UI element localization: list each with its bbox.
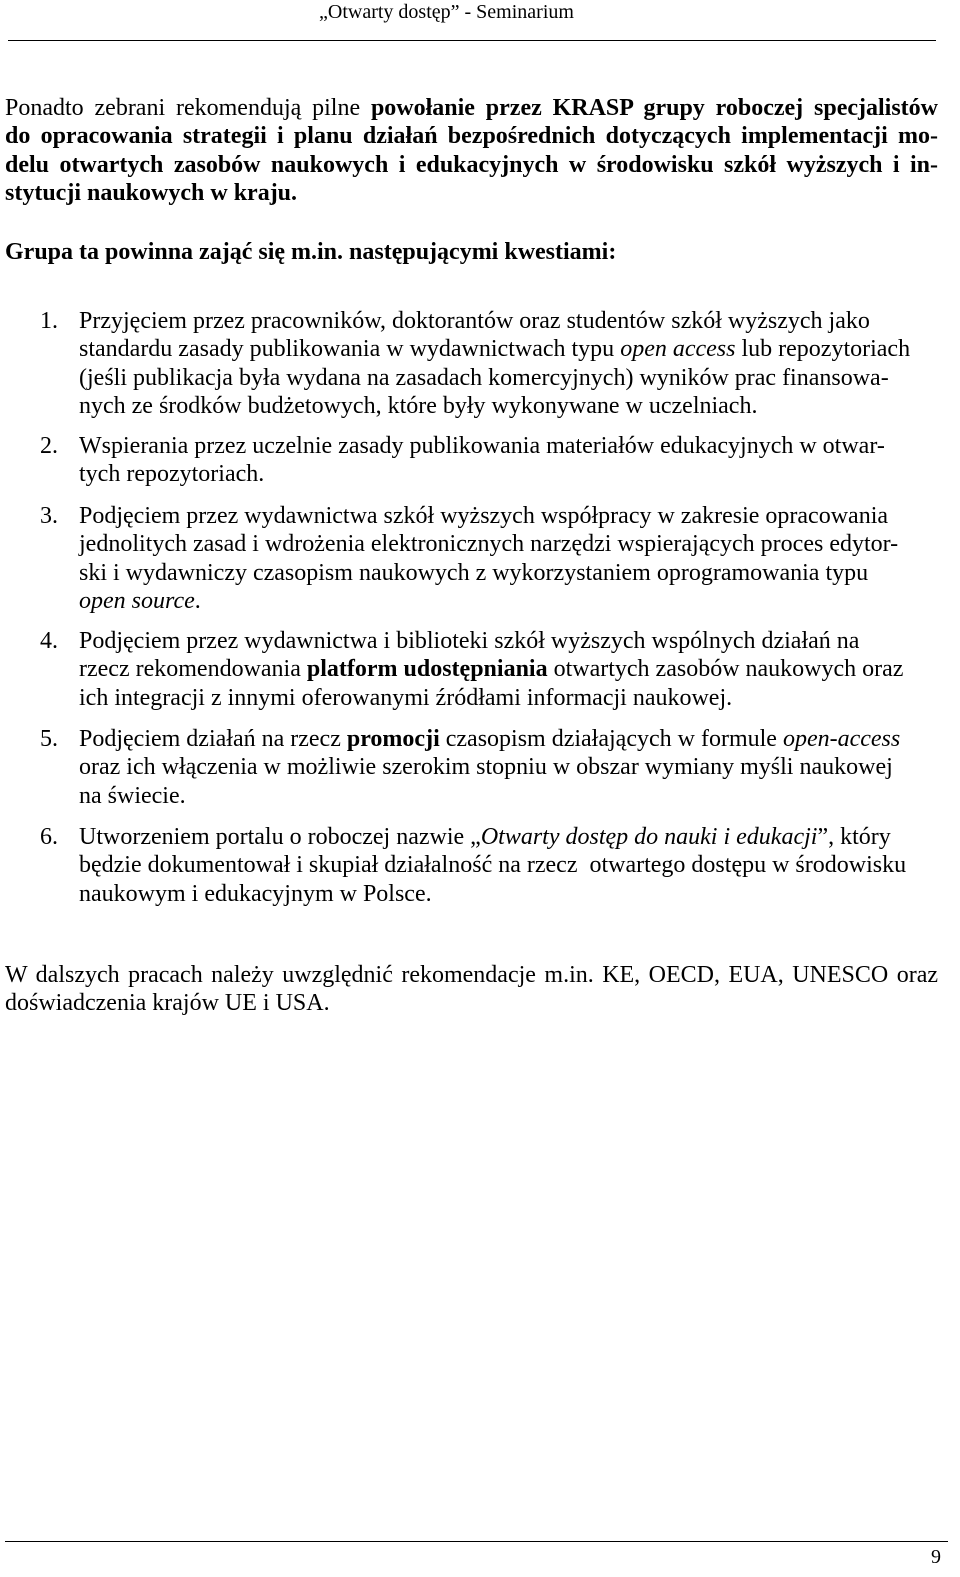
- list-text: na świecie.: [79, 782, 186, 809]
- intro-paragraph: [5, 94, 938, 208]
- list-text: Podjęciem przez wydawnictwa szkół wyższych współpracy w zakresie opracowania: [79, 503, 889, 529]
- list-text: tych repozytoriach.: [79, 461, 265, 488]
- list-item-line: [79, 880, 940, 908]
- list-number: 2.: [40, 433, 58, 459]
- list-item-body: [79, 823, 940, 908]
- list-text: rzecz rekomendowania: [79, 656, 307, 683]
- closing-line-2: [5, 989, 938, 1017]
- list-text: Podjęciem działań na rzecz: [79, 726, 347, 752]
- intro-bold-text: stytucji naukowych w kraju.: [5, 180, 298, 207]
- list-number: 6.: [40, 824, 58, 850]
- list-item-line: [79, 655, 940, 683]
- list-item-line: [79, 753, 940, 781]
- list-item-line: [79, 782, 940, 810]
- closing-text: doświadczenia krajów UE i USA.: [5, 990, 330, 1017]
- running-header: „Otwarty dostęp” - Seminarium: [319, 1, 574, 23]
- list-item-line: [79, 364, 940, 392]
- intro-line-4: [5, 179, 938, 207]
- intro-line-3: [5, 151, 938, 179]
- list-text: Wspierania przez uczelnie zasady publikowania materiałów edukacyjnych w otwar-: [79, 433, 885, 459]
- list-item-line: [79, 587, 940, 615]
- intro-bold-text: do opracowania strategii i planu działań bezpośrednich dotyczących implementacji mo-: [5, 123, 938, 150]
- list-bold-text: platform udostępniania: [306, 656, 548, 683]
- list-item-line: [79, 559, 940, 587]
- intro-line-1: [5, 94, 938, 122]
- list-item-line: [79, 432, 940, 460]
- list-text: naukowym i edukacyjnym w Polsce.: [79, 880, 432, 907]
- list-item-6: [40, 823, 940, 908]
- footer-rule: [5, 1541, 948, 1542]
- list-text: ”, który: [817, 824, 891, 850]
- list-text: .: [194, 588, 201, 615]
- list-heading-text: Grupa ta powinna zająć się m.in. następującymi kwestiami:: [5, 239, 617, 265]
- list-item-body: [79, 432, 940, 489]
- list-item-line: [79, 823, 940, 851]
- list-item-5: [40, 725, 940, 810]
- closing-paragraph: [5, 961, 938, 1018]
- list-bold-text: promocji: [346, 726, 440, 752]
- list-item-body: [79, 307, 940, 421]
- list-item-line: [79, 460, 940, 488]
- list-text: Utworzeniem portalu o roboczej nazwie „: [79, 824, 481, 850]
- list-item-line: [79, 725, 940, 753]
- intro-text: Ponadto zebrani rekomendują pilne: [5, 95, 371, 121]
- list-text: Przyjęciem przez pracowników, doktorantów oraz studentów szkół wyższych jako: [79, 308, 870, 334]
- list-heading: [5, 238, 616, 266]
- list-item-2: [40, 432, 940, 489]
- list-item-1: [40, 307, 940, 421]
- list-number: 3.: [40, 503, 58, 529]
- intro-line-2: [5, 122, 938, 150]
- list-item-body: [79, 502, 940, 616]
- list-text: oraz ich włączenia w możliwie szerokim stopniu w obszar wymiany myśli naukowej: [79, 754, 893, 781]
- list-item-line: [79, 335, 940, 363]
- list-text: (jeśli publikacja była wydana na zasadach komercyjnych) wyników prac finansowa-: [79, 364, 889, 391]
- list-item-line: [79, 530, 940, 558]
- list-item-line: [79, 392, 940, 420]
- intro-bold-text: delu otwartych zasobów naukowych i edukacyjnych w środowisku szkół wyższych i in-: [5, 151, 938, 178]
- closing-line-1: [5, 961, 938, 989]
- list-text: jednolitych zasad i wdrożenia elektronicznych narzędzi wspierających proces edytor-: [79, 531, 899, 558]
- intro-bold-text: powołanie przez KRASP grupy roboczej specjalistów: [370, 95, 938, 121]
- list-text: lub repozytoriach: [735, 336, 911, 363]
- list-italic-text: open source: [79, 588, 195, 615]
- list-item-line: [79, 851, 940, 879]
- list-item-line: [79, 502, 940, 530]
- list-text: standardu zasady publikowania w wydawnictwach typu: [79, 336, 621, 363]
- header-rule: [8, 40, 936, 41]
- list-item-3: [40, 502, 940, 616]
- closing-text: W dalszych pracach należy uwzględnić rekomendacje m.in. KE, OECD, EUA, UNESCO oraz: [5, 962, 938, 988]
- list-number: 1.: [40, 308, 58, 334]
- list-text: czasopism działających w formule: [439, 726, 783, 752]
- list-text: ich integracji z innymi oferowanymi źródłami informacji naukowej.: [79, 684, 733, 711]
- list-item-line: [79, 627, 940, 655]
- list-text: Podjęciem przez wydawnictwa i biblioteki szkół wyższych wspólnych działań na: [79, 628, 860, 654]
- list-number: 4.: [40, 628, 58, 654]
- list-italic-text: Otwarty dostęp do nauki i edukacji: [480, 824, 818, 850]
- list-text: otwartych zasobów naukowych oraz: [547, 656, 904, 683]
- list-text: nych ze środków budżetowych, które były wykonywane w uczelniach.: [79, 393, 758, 420]
- list-heading-line: [5, 238, 616, 266]
- list-item-body: [79, 725, 940, 810]
- list-italic-text: open access: [620, 336, 736, 363]
- page-number: 9: [931, 1546, 941, 1568]
- list-number: 5.: [40, 726, 58, 752]
- list-text: ski i wydawniczy czasopism naukowych z wykorzystaniem oprogramowania typu: [79, 559, 869, 586]
- list-italic-text: open-access: [782, 726, 901, 752]
- list-item-line: [79, 684, 940, 712]
- list-item-line: [79, 307, 940, 335]
- list-text: będzie dokumentował i skupiał działalność na rzecz otwartego dostępu w środowisku: [79, 852, 907, 879]
- list-item-body: [79, 627, 940, 712]
- list-item-4: [40, 627, 940, 712]
